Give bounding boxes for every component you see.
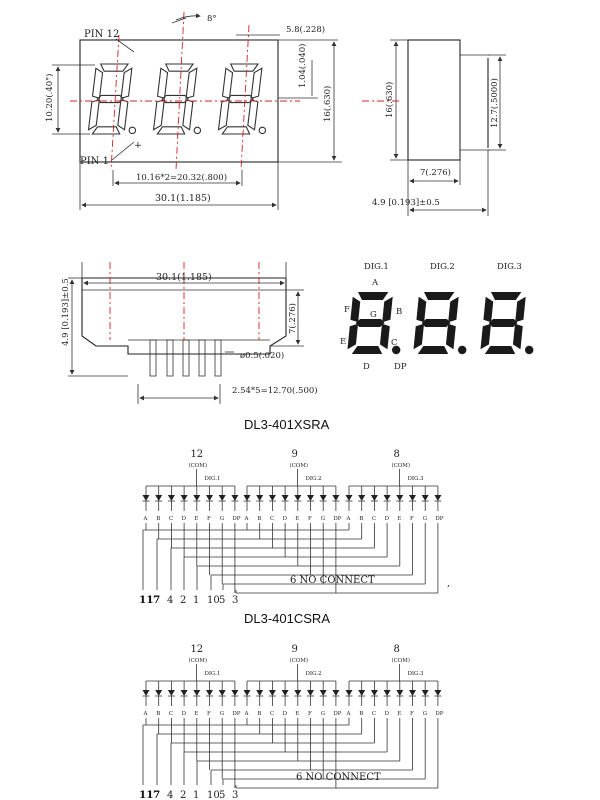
led-diode-icon [434,690,441,696]
com-label: (COM) [188,658,208,664]
led-diode-icon [219,495,226,501]
segment-g [97,95,123,102]
decimal-point [194,127,200,133]
com-pin-number: 9 [291,644,298,655]
led-diode-icon [244,690,251,696]
decimal-point [525,346,533,354]
seg-label-d: D [363,362,370,372]
segment-d [418,346,448,354]
bottom-pin-number: 7 [153,594,161,606]
segment-digit-3 [480,292,533,354]
segment-letter: D [384,516,390,522]
led-diode-icon [181,690,188,696]
pin-pitch-label: 2.54*5=12.70(.500) [232,386,318,396]
front-digit-3 [219,64,266,134]
segment-letter: DP [333,516,342,522]
segment-letter: D [181,711,187,717]
led-diode-icon [358,690,365,696]
dig2-label: DIG.2 [430,262,455,272]
led-diode-icon [269,495,276,501]
led-diode-icon [346,495,353,501]
bottom-pin-number: 3 [232,790,239,800]
led-diode-icon [256,495,263,501]
segment-b [121,68,132,98]
pitch-label: 10.16*2=20.32(.800) [136,173,228,183]
bottom-pin-number: 1 [193,790,200,800]
digit-group-3 [346,644,444,788]
segment-f [416,297,426,322]
segment-letter: DP [435,711,444,717]
segment-letter: E [295,711,300,717]
led-diode-icon [294,690,301,696]
stray-mark: , [447,578,451,589]
segment-letter: B [156,516,161,522]
led-diode-icon [256,690,263,696]
front-digit-1 [89,64,136,134]
seg-width-label: 5.8(.228) [286,25,326,35]
digit-group-3 [346,449,444,593]
segment-b [186,68,197,98]
led-diode-icon [320,690,327,696]
led-diode-icon [320,495,327,501]
segment-letter: F [207,516,211,522]
segment-letter: A [143,516,148,522]
led-diode-icon [143,495,150,501]
segment-c [248,100,258,130]
led-diode-icon [422,495,429,501]
side-offset-label: 7(.276) [420,168,451,178]
segment-digit-2 [413,292,466,354]
segment-letter: E [397,711,402,717]
segment-letter: G [219,711,225,717]
segment-c [446,324,456,349]
led-diode-icon [409,690,416,696]
segment-f [350,297,360,322]
bottom-pin-number: 10 [207,790,220,800]
angle-label: 8° [207,14,217,24]
segment-letter: B [359,516,364,522]
led-diode-icon [219,690,226,696]
decimal-point [259,127,265,133]
led-diode-icon [396,690,403,696]
com-pin-number: 12 [190,449,204,460]
segment-a [491,292,521,300]
segment-letter: C [269,516,275,522]
segment-letter: C [371,711,377,717]
segment-letter: DP [333,711,342,717]
pin1-label: PIN 1 [80,156,109,167]
segment-letter: B [156,711,161,717]
seg-label-c: C [391,338,398,348]
segment-a [358,292,388,300]
full-height-label: 16(.630) [323,85,333,122]
segment-letter: DP [232,516,241,522]
segment-letter: G [422,711,428,717]
segment-letter: DP [232,711,241,717]
segment-d [485,346,515,354]
led-diode-icon [346,690,353,696]
pin-lead-2 [167,340,173,376]
segment-diagram [340,262,533,372]
segment-f [483,297,493,322]
decimal-point [129,127,135,133]
segment-g [227,95,253,102]
segment-letter: E [295,516,300,522]
segment-e [347,324,358,349]
pin-lead-5 [215,340,221,376]
led-diode-icon [371,690,378,696]
schematic-1-title: DL3-401XSRA [244,417,330,432]
led-diode-icon [143,690,150,696]
segment-letter: A [143,711,148,717]
led-diode-icon [307,690,314,696]
segment-letter: B [257,711,262,717]
led-diode-icon [193,495,200,501]
led-diode-icon [269,690,276,696]
segment-letter: DP [435,516,444,522]
segment-e [219,100,230,130]
led-diode-icon [155,690,162,696]
pin-diameter-label: ø0.5(.020) [240,351,285,361]
led-diode-icon [371,495,378,501]
segment-a [424,292,454,300]
digit-label: DIG.2 [305,476,322,482]
pin-lead-3 [183,340,189,376]
segment-letter: G [219,516,225,522]
bottom-pin-number: 10 [207,595,220,606]
segment-f [93,68,103,98]
bottom-pin-number: 4 [167,595,174,606]
segment-letter: F [207,711,211,717]
segment-letter: F [410,516,414,522]
pin-lead-4 [199,340,205,376]
segment-d [352,346,382,354]
segment-c [380,324,390,349]
com-pin-number: 9 [291,449,298,460]
dig3-label: DIG.3 [497,262,522,272]
bottom-pin-number: 5 [219,595,226,606]
bottom-pin-number: 4 [167,790,174,800]
bottom-height-left-label: 4.9 [0.193]±0.5 [61,278,71,346]
led-diode-icon [244,495,251,501]
schematic-2-title: DL3-401CSRA [244,611,330,626]
digit-height-label: 10.20(.40") [45,73,55,122]
com-label: (COM) [289,463,309,469]
bottom-pin-number: 7 [153,789,161,800]
segment-b [251,68,262,98]
digit-label: DIG.1 [204,476,221,482]
digit-label: DIG.3 [407,476,424,482]
segment-letter: B [257,516,262,522]
pin-lead-1 [150,340,156,376]
segment-d [157,127,184,134]
segment-letter: G [320,516,326,522]
led-diode-icon [282,495,289,501]
segment-c [183,100,193,130]
side-depth-label: 4.9 [0.193]±0.5 [372,198,440,208]
com-label: (COM) [391,658,411,664]
segment-digits [347,292,533,354]
side-height-label: 16(.630) [385,81,395,118]
bottom-pin-number: 11 [139,594,154,606]
segment-letter: F [410,711,414,717]
bottom-pin-number: 2 [180,790,187,800]
segment-a [231,64,258,71]
com-label: (COM) [391,463,411,469]
side-pin-length-label: 12.7(.5000) [490,78,500,128]
led-diode-icon [181,495,188,501]
segment-letter: C [168,711,174,717]
pin12-label: PIN 12 [84,29,120,40]
seg-thickness-label: 1.04(.040) [298,43,308,88]
segment-letter: D [282,516,288,522]
dig1-label: DIG.1 [364,262,389,272]
bottom-pin-number: 3 [232,595,239,606]
seg-label-f: F [344,305,350,315]
com-label: (COM) [188,463,208,469]
led-diode-icon [206,690,213,696]
led-diode-icon [332,690,339,696]
digit-label: DIG.3 [407,671,424,677]
segment-g [489,319,518,327]
schematic-2 [139,644,444,800]
segment-b [382,297,393,322]
segment-letter: B [359,711,364,717]
segment-letter: C [269,711,275,717]
led-diode-icon [155,495,162,501]
bottom-view [61,262,318,404]
segment-b [448,297,459,322]
com-pin-number: 8 [393,449,400,460]
segment-letter: G [422,516,428,522]
plus-mark: + [134,140,142,151]
led-diode-icon [231,495,238,501]
led-diode-icon [409,495,416,501]
segment-f [223,68,233,98]
segment-g [422,319,451,327]
bottom-height-right-label: 7(.276) [288,303,298,334]
segment-letter: C [371,516,377,522]
front-digit-2 [154,64,201,134]
bottom-pin-number: 2 [180,595,187,606]
seg-label-a: A [372,278,379,288]
seg-label-g: G [370,310,377,320]
side-view [362,40,506,216]
segment-e [154,100,165,130]
segment-e [480,324,491,349]
led-diode-icon [396,495,403,501]
segment-letter: D [282,711,288,717]
seg-label-dp: DP [394,362,407,372]
segment-letter: C [168,516,174,522]
segment-d [222,127,249,134]
led-diode-icon [231,690,238,696]
segment-letter: A [346,516,351,522]
front-view [44,12,342,210]
bottom-pin-number: 1 [193,595,200,606]
led-diode-icon [384,495,391,501]
led-diode-icon [168,495,175,501]
segment-g [356,319,385,327]
seg-label-b: B [396,307,403,317]
led-diode-icon [294,495,301,501]
segment-letter: E [397,516,402,522]
led-diode-icon [193,690,200,696]
com-label: (COM) [289,658,309,664]
segment-g [162,95,188,102]
segment-letter: E [194,516,199,522]
segment-b [515,297,526,322]
segment-letter: D [181,516,187,522]
led-diode-icon [307,495,314,501]
schematic-2-no-connect: 6 NO CONNECT [296,772,381,783]
segment-letter: A [244,711,249,717]
led-diode-icon [358,495,365,501]
led-diode-icon [332,495,339,501]
digit-label: DIG.2 [305,671,322,677]
segment-letter: A [346,711,351,717]
segment-e [413,324,424,349]
led-diode-icon [282,690,289,696]
segment-e [89,100,100,130]
digit-group-2 [244,449,342,593]
com-pin-number: 8 [393,644,400,655]
segment-c [513,324,523,349]
segment-letter: G [320,711,326,717]
led-diode-icon [384,690,391,696]
com-pin-number: 12 [190,644,204,655]
segment-letter: F [308,711,312,717]
bottom-width-label: 30.1(1.185) [156,272,212,283]
digit-group-2 [244,644,342,788]
led-diode-icon [422,690,429,696]
led-diode-icon [206,495,213,501]
schematic-1-no-connect: 6 NO CONNECT [290,575,375,586]
segment-a [166,64,193,71]
decimal-point [458,346,466,354]
led-diode-icon [434,495,441,501]
bottom-pin-number: 5 [219,790,226,800]
segment-a [101,64,128,71]
segment-letter: F [308,516,312,522]
segment-letter: A [244,516,249,522]
bottom-pin-number: 11 [139,789,154,800]
segment-d [92,127,119,134]
segment-f [158,68,168,98]
width-label: 30.1(1.185) [155,193,211,204]
led-diode-icon [168,690,175,696]
digit-label: DIG.1 [204,671,221,677]
seg-label-e: E [340,337,347,347]
segment-c [118,100,128,130]
segment-letter: D [384,711,390,717]
segment-letter: E [194,711,199,717]
